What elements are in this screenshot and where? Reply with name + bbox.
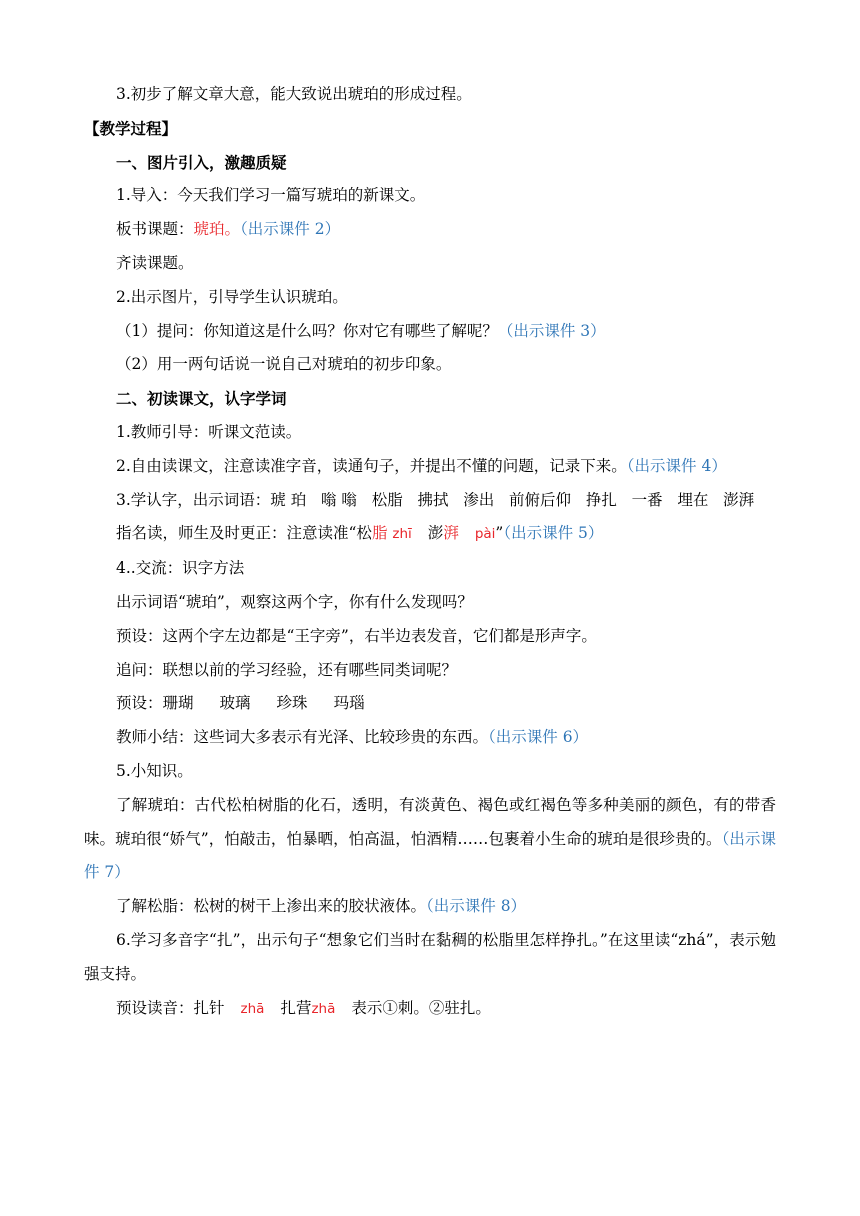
line-about-resin: [84, 890, 776, 924]
pronunciation-text-a: 指名读，师生及时更正：注意读准“松: [116, 524, 372, 543]
line-read-title: 齐读课题。: [116, 253, 194, 272]
document-body: [84, 78, 776, 1026]
board-title-prefix: 板书课题：: [116, 220, 194, 239]
line-about-amber: [84, 789, 776, 890]
line-preset-1: 预设：这两个字左边都是“王字旁”，右半边表发音，它们都是形声字。: [116, 626, 597, 645]
line-preset-reading: [84, 992, 776, 1027]
line-board-title: [84, 213, 776, 247]
free-reading-text: 2.自由读课文，注意读准字音，读通句子，并提出不懂的问题，记录下来。: [116, 456, 627, 475]
courseware-ref-4: （出示课件 4）: [626, 456, 727, 475]
courseware-ref-6: （出示课件 6）: [488, 728, 589, 747]
section-2-title: 二、初读课文，认字学词: [116, 389, 287, 409]
line-teacher-guide: 1.教师引导：听课文范读。: [116, 422, 302, 441]
question-1-text: （1）提问：你知道这是什么吗？你对它有哪些了解呢？: [116, 321, 498, 340]
about-amber-text: 了解琥珀：古代松柏树脂的化石，透明，有淡黄色、褐色或红褐色等多种美丽的颜色，有的带香味。琥珀很“娇气”，怕敲击，怕暴晒，怕高温，怕酒精……包裹着小生命的琥珀是很珍贵的。: [84, 795, 776, 848]
line-preset-2: [84, 687, 776, 721]
word-zhenzhu: 珍珠: [276, 694, 308, 713]
line-polyphone: 6.学习多音字“扎”，出示句子“想象它们当时在黏稠的松脂里怎样挣扎。”在这里读“zhá”，表示勉强支持。: [84, 930, 776, 983]
word-shanhu: 珊瑚: [162, 694, 194, 713]
courseware-ref-2: （出示课件 2）: [240, 220, 341, 239]
char-pai: 湃: [443, 524, 459, 543]
section-1-title: 一、图片引入，激趣质疑: [116, 152, 287, 172]
char-zhi: 脂: [371, 524, 388, 543]
line-knowledge: 5.小知识。: [116, 761, 193, 780]
pinyin-zha-1: zhā: [240, 1000, 265, 1017]
line-free-reading: [84, 450, 776, 484]
preset-2-prefix: 预设：: [116, 694, 163, 713]
line-follow-up: 追问：联想以前的学习经验，还有哪些同类词呢？: [116, 660, 458, 679]
line-show-word: 出示词语“琥珀”，观察这两个字，你有什么发现吗？: [116, 592, 473, 611]
preset-reading-a: 预设读音：扎针: [116, 998, 225, 1017]
teaching-process-title: 【教学过程】: [84, 118, 178, 138]
preset-reading-b: 扎营: [280, 998, 312, 1017]
courseware-ref-8: （出示课件 8）: [426, 897, 527, 916]
word-boli: 玻璃: [219, 694, 251, 713]
line-question-1: [84, 315, 776, 349]
courseware-ref-5: （出示课件 5）: [503, 524, 604, 543]
line-learn-words: 3.学认字，出示词语：琥 珀 嗡 嗡 松脂 拂拭 渗出 前俯后仰 挣扎 一番 埋在 澎湃: [116, 490, 755, 509]
line-summary: [84, 721, 776, 755]
line-question-2: （2）用一两句话说一说自己对琥珀的初步印象。: [116, 355, 452, 374]
pronunciation-text-c: ”: [495, 524, 504, 543]
pinyin-zhi: zhī: [392, 526, 412, 543]
courseware-ref-7: （出示课件 7）: [84, 829, 776, 882]
preset-reading-c: 表示①刺。②驻扎。: [351, 998, 491, 1017]
summary-text: 教师小结：这些词大多表示有光泽、比较珍贵的东西。: [116, 728, 489, 747]
objective-3: 3.初步了解文章大意，能大致说出琥珀的形成过程。: [116, 85, 472, 103]
word-manao: 玛瑙: [333, 694, 365, 713]
line-exchange: 4..交流：识字方法: [116, 559, 245, 578]
board-title-word: 琥珀。: [193, 220, 241, 239]
line-intro: 1.导入：今天我们学习一篇写琥珀的新课文。: [116, 186, 426, 205]
line-pronunciation: [84, 517, 776, 552]
line-show-picture: 2.出示图片，引导学生认识琥珀。: [116, 287, 348, 306]
about-resin-text: 了解松脂：松树的树干上渗出来的胶状液体。: [116, 897, 427, 916]
pinyin-zha-2: zhā: [311, 1000, 336, 1017]
pronunciation-text-b: 澎: [427, 524, 444, 543]
courseware-ref-3: （出示课件 3）: [497, 321, 606, 340]
pinyin-pai: pài: [474, 526, 496, 543]
